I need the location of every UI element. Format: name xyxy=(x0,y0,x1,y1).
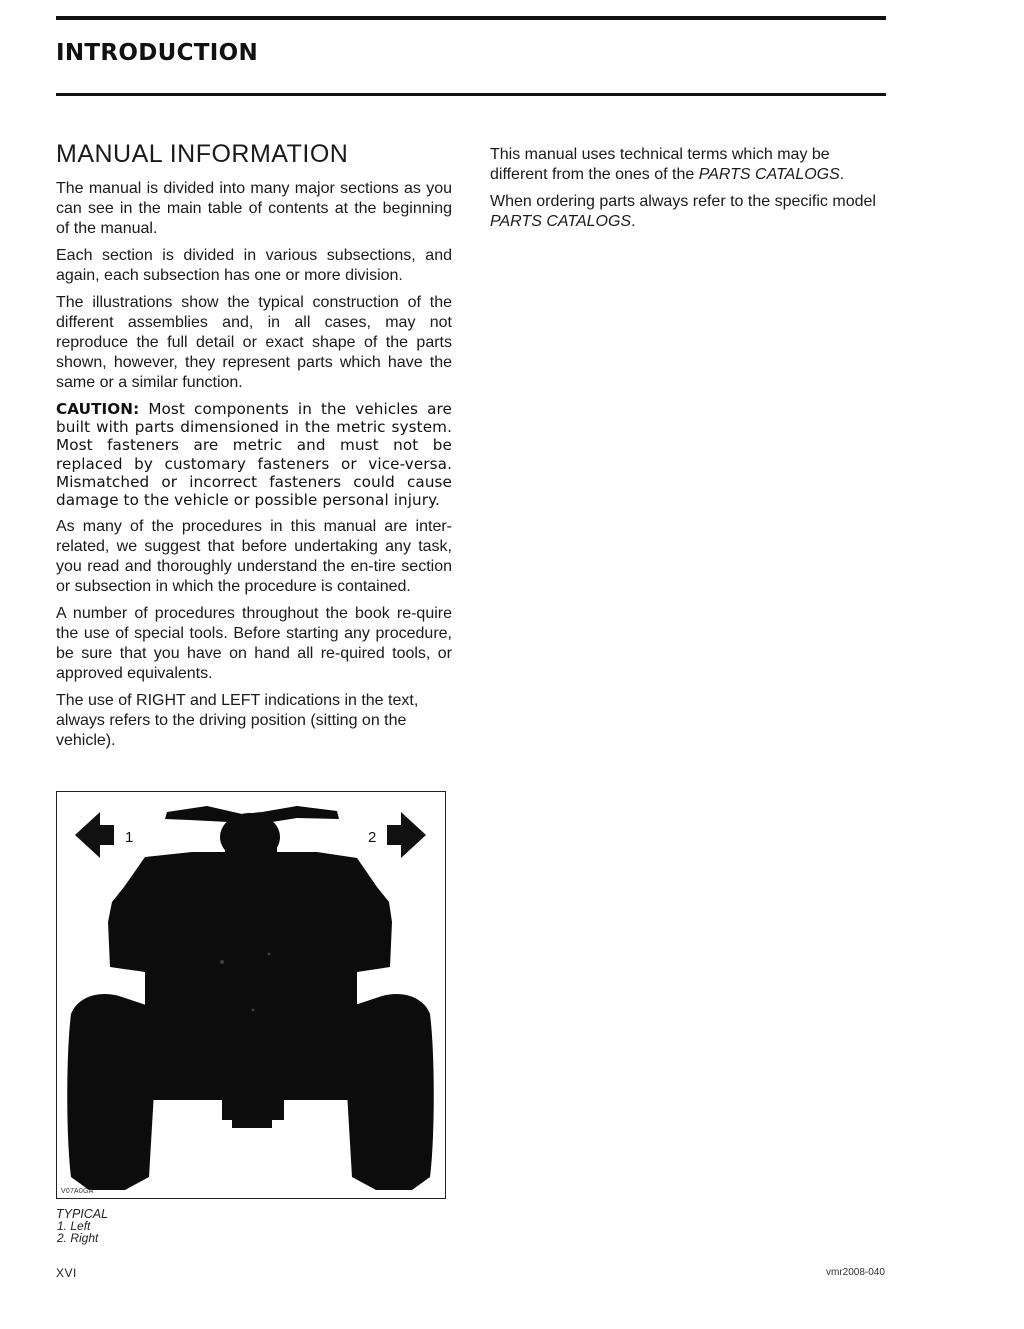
header-bottom-rule xyxy=(56,93,886,96)
right-column xyxy=(490,145,888,239)
paragraph: A number of procedures throughout the book re-quire the use of special tools. Before starting any procedure, be sure that you have on hand all re-quired tools, or approved equivalents. xyxy=(56,605,452,683)
page-number: XVI xyxy=(56,1266,77,1280)
parts-catalogs-ref: PARTS CATALOGS xyxy=(490,213,632,230)
section-title: INTRODUCTION xyxy=(56,40,259,66)
caption-item: 2. Right xyxy=(57,1231,99,1245)
paragraph: Each section is divided in various subsections, and again, each subsection has one or more division. xyxy=(56,247,452,284)
figure-label-left: 1 xyxy=(125,829,134,846)
caption-title: TYPICAL xyxy=(56,1207,109,1221)
paragraph: The use of RIGHT and LEFT indications in the text, always refers to the driving position (sitting on the vehicle). xyxy=(56,692,419,750)
document-code: vmr2008-040 xyxy=(826,1267,885,1278)
parts-catalogs-ref: PARTS CATALOGS xyxy=(698,166,840,183)
atv-illustration xyxy=(57,792,444,1197)
figure-label-right: 2 xyxy=(368,829,377,846)
left-column xyxy=(56,140,452,758)
paragraph-text: This manual uses technical terms which may be different from the ones of the xyxy=(490,146,830,183)
atv-figure xyxy=(56,791,446,1199)
right-arrow-icon xyxy=(387,812,426,858)
paragraph-end: . xyxy=(839,166,845,183)
paragraph: As many of the procedures in this manual are inter-related, we suggest that before undertaking any task, you read and thoroughly understand the en-tire section or subsection in which the procedure is contained. xyxy=(56,518,452,596)
caption-item: 1. Left xyxy=(57,1219,91,1233)
paragraph xyxy=(490,192,888,232)
paragraph xyxy=(490,145,888,185)
left-arrow-icon xyxy=(75,812,114,858)
caution-note xyxy=(56,400,452,509)
subsection-title: MANUAL INFORMATION xyxy=(56,140,349,168)
caution-label: CAUTION: xyxy=(56,400,140,418)
atv-silhouette xyxy=(67,806,434,1190)
paragraph: The manual is divided into many major sections as you can see in the main table of contents at the beginning of the manual. xyxy=(56,180,452,237)
figure-code: V07A0GA xyxy=(61,1188,94,1195)
header-top-rule xyxy=(56,16,886,20)
figure-caption xyxy=(56,1208,108,1244)
paragraph-end: . xyxy=(631,213,636,230)
paragraph: The illustrations show the typical construction of the different assemblies and, in all cases, may not reproduce the full detail or exact shape of the parts shown, however, they represent parts which have the same or a similar function. xyxy=(56,294,452,391)
paragraph-text: When ordering parts always refer to the specific model xyxy=(490,193,876,210)
caution-text: Most components in the vehicles are built with parts dimensioned in the metric system. Most fasteners are metric and must not be replaced by customary fasteners or vice-versa. Mismatched or incorrect fasteners could cause damage to the vehicle or possible personal injury. xyxy=(56,400,452,510)
